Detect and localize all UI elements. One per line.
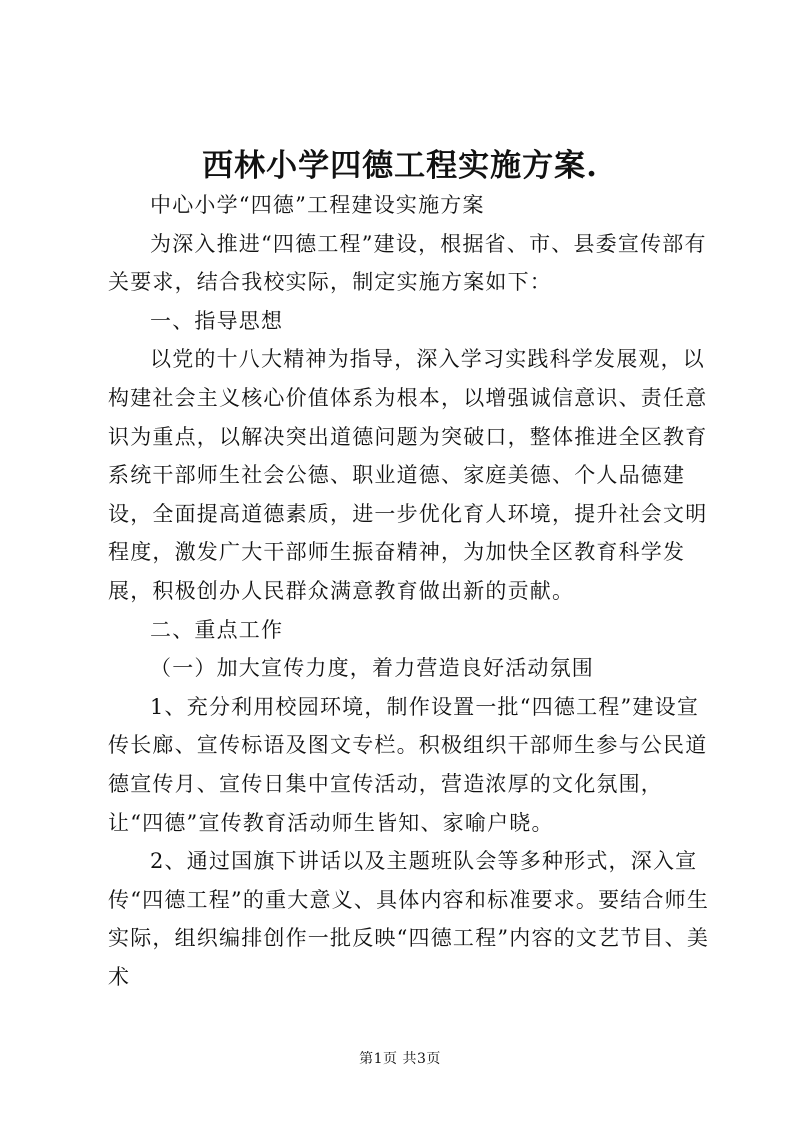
paragraph-guiding-ideology: 以党的十八大精神为指导，深入学习实践科学发展观，以构建社会主义核心价值体系为根本，以增强诚信意识、责任意识为重点，以解决突出道德问题为突破口，整体推进全区教育系统干部师生社会公德、职业道德、家庭美德、个人品德建设，全面提高道德素质，进一步优化育人环境，提升社会文明程度，激发广大干部师生振奋精神，为加快全区教育科学发展，积极创办人民群众满意教育做出新的贡献。 [108,347,708,603]
paragraph-item-2: 2、通过国旗下讲话以及主题班队会等多种形式，深入宣传“四德工程”的重大意义、具体内容和标准要求。要结合师生实际，组织编排创作一批反映“四德工程”内容的文艺节目、美术 [108,849,710,989]
subheading-publicity: （一）加大宣传力度，着力营造良好活动氛围 [150,656,594,681]
paragraph-item-1: 1、充分利用校园环境，制作设置一批“四德工程”建设宣传长廊、宣传标语及图文专栏。积极组织干部师生参与公民道德宣传月、宣传日集中宣传活动，营造浓厚的文化氛围，让“四德”宣传教育活动师生皆知、家喻户晓。 [108,694,708,835]
page-number: 第1页 共3页 [359,1051,441,1067]
paragraph-intro: 为深入推进“四德工程”建设，根据省、市、县委宣传部有关要求，结合我校实际，制定实施方案如下： [108,231,707,295]
document-title: 西林小学四德工程实施方案. [202,148,598,184]
document-body [108,186,712,996]
heading-guiding-ideology: 一、指导思想 [150,308,284,333]
heading-key-work: 二、重点工作 [150,617,284,642]
paragraph-subtitle: 中心小学“四德”工程建设实施方案 [150,193,485,217]
